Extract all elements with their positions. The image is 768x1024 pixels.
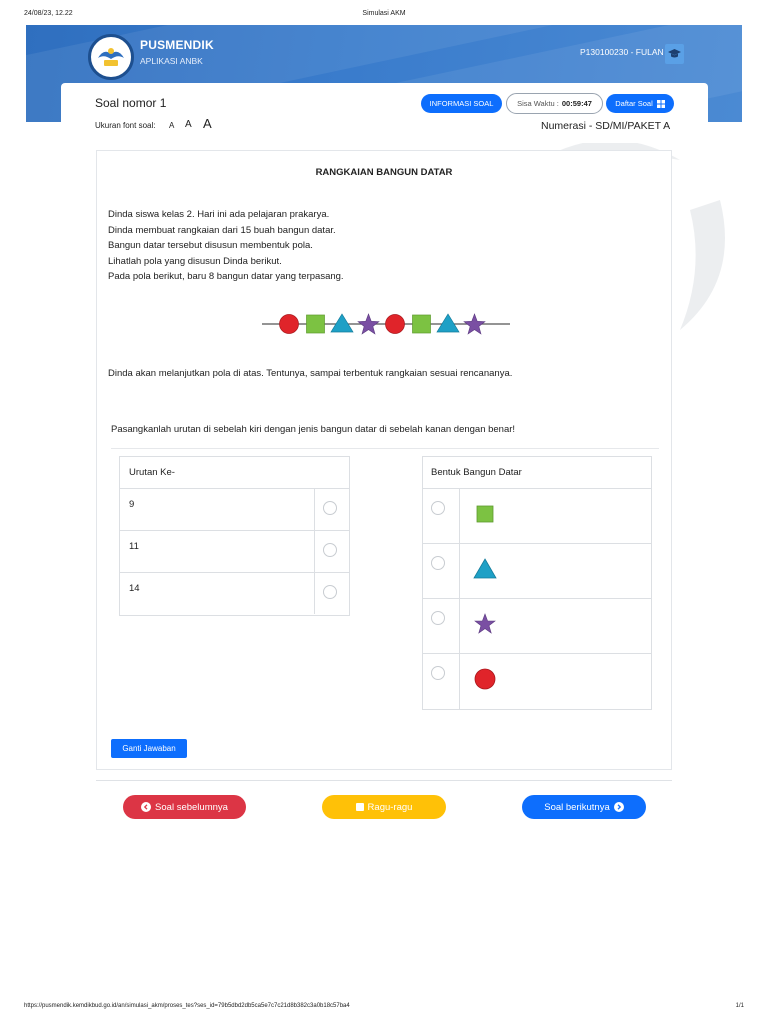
continuation-text: Dinda akan melanjutkan pola di atas. Tentunya, sampai terbentuk rangkaian sesuai rencananya. [108, 368, 513, 379]
triangle-shape-icon [473, 557, 497, 581]
match-right-header: Bentuk Bangun Datar [423, 457, 651, 489]
match-right-radio[interactable] [431, 666, 445, 680]
match-right-radio[interactable] [431, 611, 445, 625]
font-size-medium-button[interactable]: A [185, 119, 192, 130]
pattern-triangle-icon [437, 314, 459, 332]
match-left-table [119, 456, 350, 616]
match-left-radio[interactable] [323, 543, 337, 557]
match-left-radio[interactable] [323, 585, 337, 599]
match-right-table [422, 456, 652, 710]
question-number: Soal nomor 1 [95, 96, 167, 110]
match-left-radio[interactable] [323, 501, 337, 515]
match-left-row [120, 573, 349, 615]
font-size-small-button[interactable]: A [169, 121, 175, 130]
match-right-radio[interactable] [431, 556, 445, 570]
match-right-radio[interactable] [431, 501, 445, 515]
order-value: 14 [129, 583, 140, 594]
daftar-soal-label: Daftar Soal [615, 99, 653, 108]
question-header-card [61, 83, 708, 143]
chevron-left-icon [141, 802, 151, 812]
story-line: Bangun datar tersebut disusun membentuk pola. [108, 240, 313, 251]
match-left-row [120, 531, 349, 573]
pattern-square-icon [307, 315, 325, 333]
print-page: 1/1 [735, 1003, 744, 1009]
ganti-jawaban-button[interactable]: Ganti Jawaban [111, 739, 187, 758]
match-left-row [120, 489, 349, 531]
match-left-header: Urutan Ke- [120, 457, 349, 489]
shape-pattern-image [262, 311, 510, 337]
previous-question-button[interactable] [123, 795, 246, 819]
timer-label: Sisa Waktu : [517, 99, 559, 108]
grid-icon [657, 100, 665, 108]
match-right-row [423, 654, 651, 709]
square-shape-icon [473, 502, 497, 526]
print-date: 24/08/23, 12.22 [24, 10, 73, 17]
pattern-circle-icon [280, 315, 299, 334]
next-question-label: Soal berikutnya [544, 801, 610, 813]
package-label: Numerasi - SD/MI/PAKET A [541, 120, 671, 132]
print-title: Simulasi AKM [362, 10, 406, 17]
brand-subtitle: APLIKASI ANBK [140, 56, 203, 66]
story-line: Dinda membuat rangkaian dari 15 buah bangun datar. [108, 224, 336, 236]
timer-value: 00:59:47 [561, 99, 592, 108]
tut-wuri-logo-icon [88, 34, 134, 80]
daftar-soal-button[interactable] [606, 94, 674, 113]
question-story [108, 207, 344, 285]
story-line: Pada pola berikut, baru 8 bangun datar yang terpasang. [108, 271, 344, 282]
chevron-right-icon [614, 802, 624, 812]
order-value: 11 [129, 541, 139, 552]
instruction-text: Pasangkanlah urutan di sebelah kiri dengan jenis bangun datar di sebelah kanan dengan benar! [111, 424, 516, 435]
match-right-row [423, 544, 651, 599]
print-header [0, 10, 768, 22]
user-id: P130100230 - FULAN [580, 47, 664, 57]
font-size-label: Ukuran font soal: [95, 121, 156, 130]
info-soal-button[interactable]: INFORMASI SOAL [421, 94, 502, 113]
circle-shape-icon [473, 667, 497, 691]
order-value: 9 [129, 499, 135, 510]
print-url: https://pusmendik.kemdikbud.go.id/an/simulasi_akm/proses_tes?ses_id=79b5dbd2db5ca5e7c7c21d8b382c3a0b18c57ba4 [24, 1003, 350, 1009]
checkbox-icon [356, 803, 364, 811]
match-right-row [423, 489, 651, 544]
next-question-button[interactable] [522, 795, 646, 819]
pattern-star-icon [358, 314, 379, 334]
ragu-ragu-label: Ragu-ragu [367, 801, 413, 813]
story-line: Lihatlah pola yang disusun Dinda berikut. [108, 255, 282, 267]
pattern-star-icon [464, 314, 485, 334]
pattern-square-icon [413, 315, 431, 333]
match-right-row [423, 599, 651, 654]
ragu-ragu-button[interactable] [322, 795, 446, 819]
divider [111, 448, 659, 449]
star-shape-icon [473, 612, 497, 636]
question-title: RANGKAIAN BANGUN DATAR [315, 167, 453, 178]
timer-badge [506, 93, 603, 114]
font-size-large-button[interactable]: A [203, 116, 212, 131]
graduation-cap-icon[interactable] [665, 44, 684, 64]
pattern-circle-icon [386, 315, 405, 334]
previous-question-label: Soal sebelumnya [155, 801, 228, 813]
story-line: Dinda siswa kelas 2. Hari ini ada pelajaran prakarya. [108, 209, 330, 220]
pattern-triangle-icon [331, 314, 353, 332]
divider [96, 780, 672, 781]
brand-name: PUSMENDIK [140, 38, 214, 52]
